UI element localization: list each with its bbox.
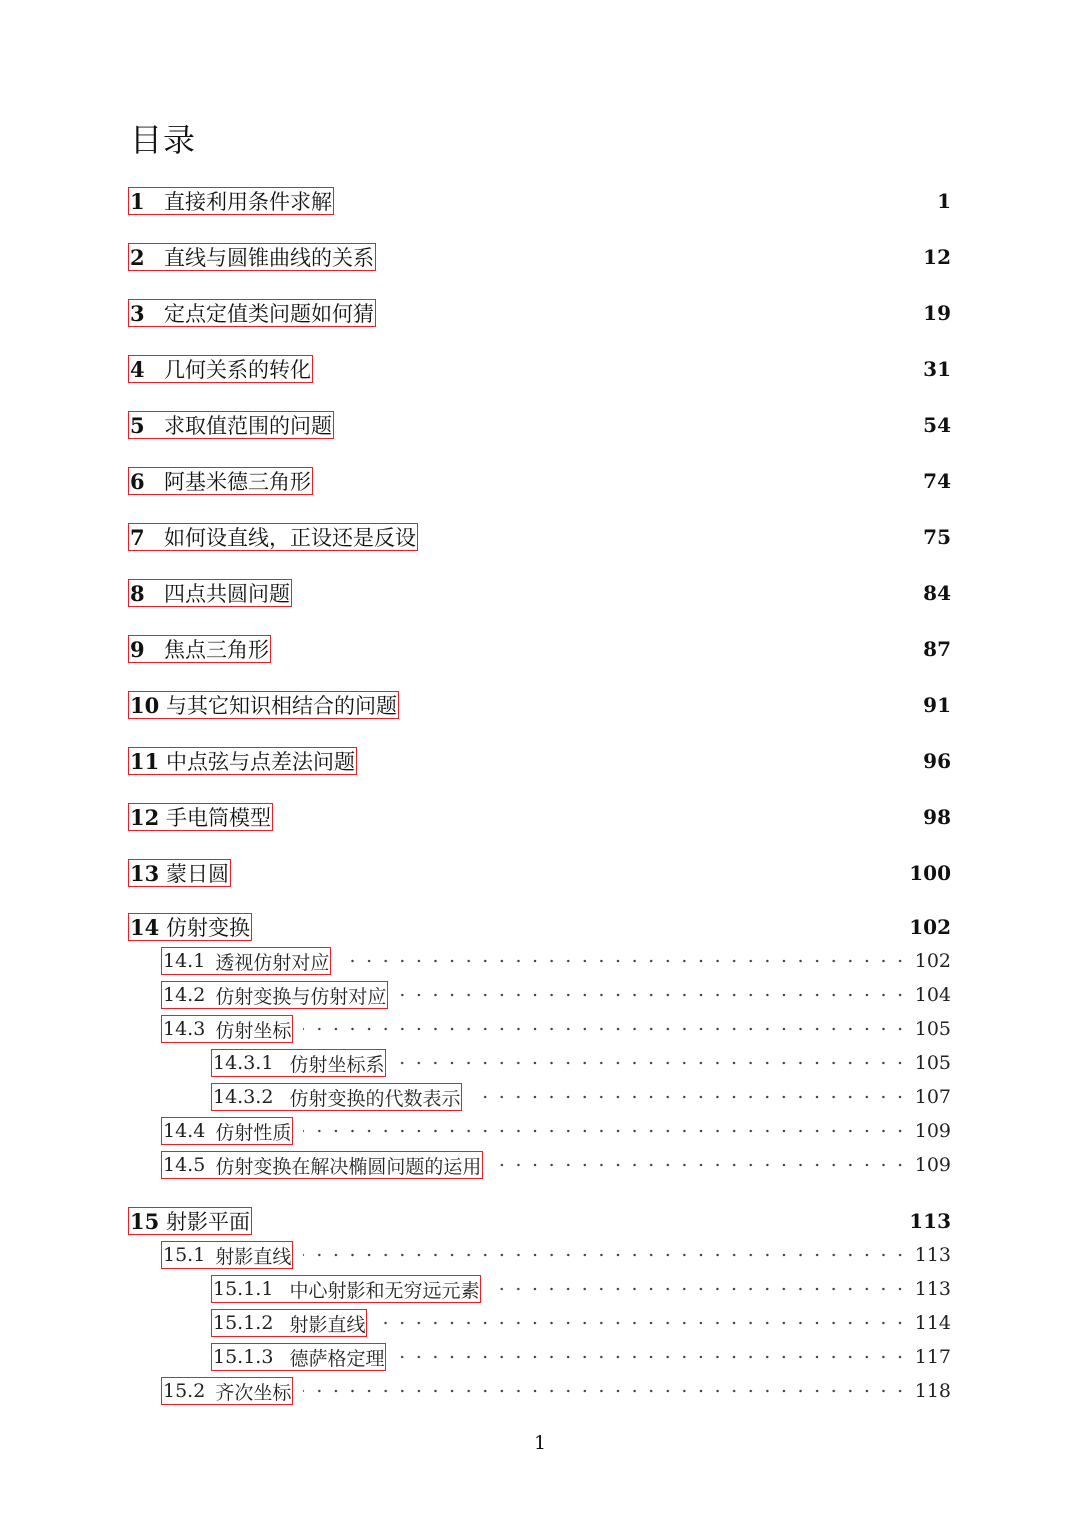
toc-entry-number: 14.3 — [163, 1018, 206, 1040]
toc-page-number: 19 — [923, 301, 951, 325]
toc-entry-title: 仿射坐标 — [215, 1019, 292, 1042]
toc-entry-number: 15.1 — [163, 1244, 206, 1266]
toc-chapter-row — [128, 634, 951, 664]
toc-entry-title: 仿射坐标系 — [289, 1053, 385, 1076]
toc-entry-number: 5 — [130, 412, 145, 438]
toc-link[interactable] — [211, 1275, 481, 1303]
toc-link[interactable] — [128, 635, 271, 663]
toc-entry-title: 如何设直线，正设还是反设 — [164, 526, 416, 550]
toc-page-number: 84 — [923, 581, 951, 605]
dot-leader — [472, 1082, 908, 1112]
toc-page-number: 74 — [923, 469, 951, 493]
toc-page-number: 12 — [923, 245, 951, 269]
toc-entry-title: 蒙日圆 — [166, 862, 229, 886]
toc-entry-number: 6 — [130, 468, 145, 494]
toc-entry-title: 求取值范围的问题 — [164, 414, 332, 438]
toc-entry-title: 直接利用条件求解 — [164, 190, 332, 214]
toc-link[interactable] — [128, 299, 376, 327]
toc-section-row — [211, 1082, 951, 1112]
toc-page-number: 102 — [914, 950, 951, 972]
toc-entry-title: 仿射变换与仿射对应 — [215, 985, 387, 1008]
toc-entry-title: 齐次坐标 — [215, 1381, 292, 1404]
toc-page-number: 113 — [909, 1209, 951, 1233]
toc-page-number: 107 — [914, 1086, 951, 1108]
toc-entry-number: 13 — [130, 860, 160, 886]
toc-entry-title: 射影直线 — [289, 1313, 366, 1336]
toc-link[interactable] — [128, 803, 273, 831]
toc-entry-title: 与其它知识相结合的问题 — [166, 694, 397, 718]
toc-entry-number: 9 — [130, 636, 145, 662]
toc-page-number: 31 — [923, 357, 951, 381]
toc-entry-number: 15 — [130, 1208, 160, 1234]
toc-link[interactable] — [161, 1377, 293, 1405]
toc-chapter-row — [128, 690, 951, 720]
toc-entry-number: 4 — [130, 356, 145, 382]
toc-link[interactable] — [211, 1343, 386, 1371]
toc-entry-title: 四点共圆问题 — [164, 582, 290, 606]
toc-title: 目录 — [130, 121, 197, 159]
toc-link[interactable] — [128, 691, 399, 719]
toc-section-row — [211, 1308, 951, 1338]
toc-link[interactable] — [128, 913, 252, 941]
toc-entry-title: 直线与圆锥曲线的关系 — [164, 246, 374, 270]
toc-chapter-row — [128, 186, 951, 216]
toc-link[interactable] — [211, 1049, 386, 1077]
page-number: 1 — [533, 1432, 547, 1454]
toc-entry-number: 11 — [130, 748, 160, 774]
toc-chapter-row — [128, 410, 951, 440]
toc-link[interactable] — [211, 1309, 367, 1337]
toc-entry-number: 3 — [130, 300, 145, 326]
toc-page-number: 98 — [923, 805, 951, 829]
toc-entry-number: 10 — [130, 692, 160, 718]
toc-page-number: 105 — [914, 1052, 951, 1074]
toc-entry-number: 14.5 — [163, 1154, 206, 1176]
dot-leader — [303, 1376, 908, 1406]
dot-leader — [396, 1048, 908, 1078]
dot-leader — [303, 1240, 908, 1270]
toc-page-number: 100 — [909, 861, 951, 885]
toc-page-number: 118 — [914, 1380, 951, 1402]
toc-entry-number: 14.2 — [163, 984, 206, 1006]
toc-entry-number: 14.3.2 — [213, 1086, 274, 1108]
toc-link[interactable] — [128, 243, 376, 271]
toc-link[interactable] — [128, 747, 357, 775]
toc-link[interactable] — [161, 981, 388, 1009]
toc-entry-number: 14 — [130, 914, 160, 940]
toc-page-number: 105 — [914, 1018, 951, 1040]
toc-section-row — [161, 1150, 951, 1180]
toc-section-row — [161, 1376, 951, 1406]
toc-link[interactable] — [161, 1117, 293, 1145]
toc-entry-number: 15.1.3 — [213, 1346, 274, 1368]
toc-chapter-row — [128, 298, 951, 328]
toc-page-number: 87 — [923, 637, 951, 661]
toc-section-row — [161, 1240, 951, 1270]
toc-entry-number: 14.4 — [163, 1120, 206, 1142]
toc-entry-title: 射影平面 — [166, 1210, 250, 1234]
toc-section-row — [161, 1014, 951, 1044]
toc-section-row — [161, 1116, 951, 1146]
dot-leader — [341, 946, 908, 976]
toc-entry-number: 2 — [130, 244, 145, 270]
toc-section-row — [211, 1342, 951, 1372]
toc-entry-title: 透视仿射对应 — [215, 951, 330, 974]
toc-entry-title: 仿射变换 — [166, 916, 250, 940]
toc-page-number: 91 — [923, 693, 951, 717]
toc-section-row — [211, 1048, 951, 1078]
toc-section-row — [161, 946, 951, 976]
toc-entry-title: 中心射影和无穷远元素 — [289, 1279, 480, 1302]
toc-section-row — [211, 1274, 951, 1304]
toc-entry-title: 定点定值类问题如何猜 — [164, 302, 374, 326]
toc-chapter-row — [128, 858, 951, 888]
toc-link[interactable] — [128, 579, 292, 607]
toc-chapter-row — [128, 912, 951, 942]
toc-entry-number: 15.1.2 — [213, 1312, 274, 1334]
toc-link[interactable] — [161, 947, 331, 975]
toc-link[interactable] — [128, 859, 231, 887]
dot-leader — [491, 1274, 908, 1304]
toc-entry-number: 14.1 — [163, 950, 206, 972]
toc-page-number: 96 — [923, 749, 951, 773]
toc-entry-number: 14.3.1 — [213, 1052, 274, 1074]
toc-link[interactable] — [128, 411, 334, 439]
toc-entry-number: 8 — [130, 580, 145, 606]
dot-leader — [398, 980, 908, 1010]
dot-leader — [493, 1150, 908, 1180]
toc-page-number: 109 — [914, 1154, 951, 1176]
toc-page-number: 104 — [914, 984, 951, 1006]
toc-entry-title: 几何关系的转化 — [164, 358, 311, 382]
toc-entry-title: 仿射变换在解决椭圆问题的运用 — [215, 1155, 482, 1178]
toc-chapter-row — [128, 242, 951, 272]
toc-page-number: 102 — [909, 915, 951, 939]
toc-chapter-row — [128, 354, 951, 384]
toc-entry-title: 仿射变换的代数表示 — [289, 1087, 461, 1110]
toc-chapter-row — [128, 802, 951, 832]
toc-chapter-row — [128, 1206, 951, 1236]
toc-entry-title: 阿基米德三角形 — [164, 470, 311, 494]
toc-entry-number: 7 — [130, 524, 145, 550]
toc-entry-number: 15.2 — [163, 1380, 206, 1402]
toc-entry-number: 15.1.1 — [213, 1278, 274, 1300]
dot-leader — [396, 1342, 908, 1372]
toc-link[interactable] — [161, 1151, 483, 1179]
toc-entry-title: 焦点三角形 — [164, 638, 269, 662]
toc-chapter-row — [128, 522, 951, 552]
toc-chapter-row — [128, 578, 951, 608]
toc-link[interactable] — [128, 187, 334, 215]
toc-page-number: 1 — [937, 189, 951, 213]
toc-entry-title: 手电筒模型 — [166, 806, 271, 830]
toc-link[interactable] — [128, 467, 313, 495]
toc-page-number: 114 — [914, 1312, 951, 1334]
dot-leader — [303, 1116, 908, 1146]
toc-entry-title: 德萨格定理 — [289, 1347, 385, 1370]
toc-page-number: 113 — [914, 1244, 951, 1266]
toc-entry-number: 12 — [130, 804, 160, 830]
toc-entry-number: 1 — [130, 188, 145, 214]
dot-leader — [377, 1308, 908, 1338]
toc-page-number: 75 — [923, 525, 951, 549]
toc-link[interactable] — [128, 355, 313, 383]
toc-page-number: 113 — [914, 1278, 951, 1300]
toc-link[interactable] — [161, 1015, 293, 1043]
toc-link[interactable] — [211, 1083, 462, 1111]
toc-section-row — [161, 980, 951, 1010]
toc-entry-title: 中点弦与点差法问题 — [166, 750, 355, 774]
toc-page-number: 109 — [914, 1120, 951, 1142]
toc-page-number: 54 — [923, 413, 951, 437]
toc-entry-title: 射影直线 — [215, 1245, 292, 1268]
toc-page-number: 117 — [914, 1346, 951, 1368]
toc-chapter-row — [128, 746, 951, 776]
dot-leader — [303, 1014, 908, 1044]
toc-link[interactable] — [128, 523, 418, 551]
toc-link[interactable] — [161, 1241, 293, 1269]
toc-entry-title: 仿射性质 — [215, 1121, 292, 1144]
toc-link[interactable] — [128, 1207, 252, 1235]
toc-chapter-row — [128, 466, 951, 496]
